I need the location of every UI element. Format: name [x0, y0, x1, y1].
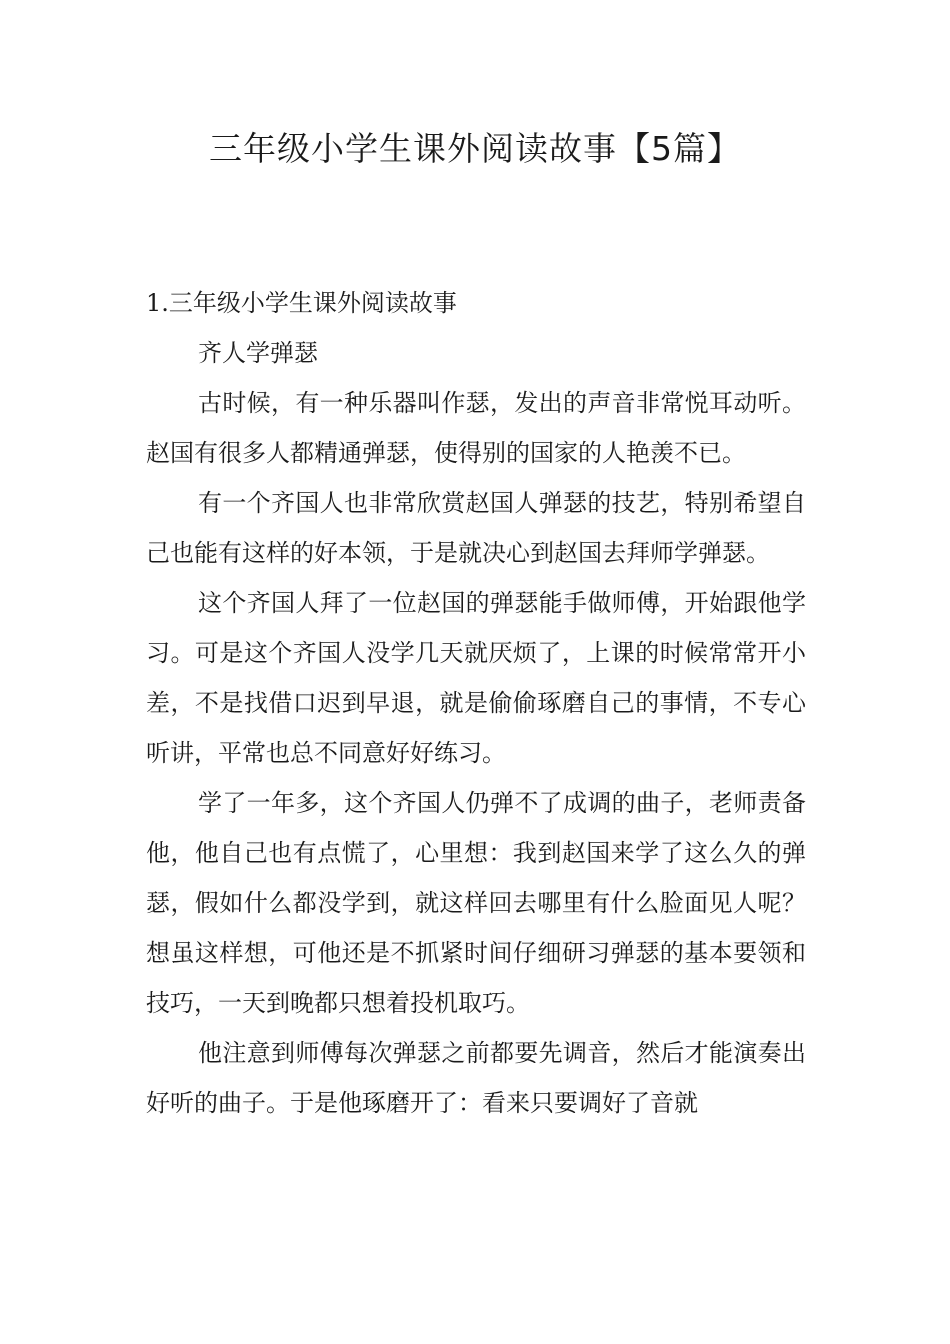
paragraph: 有一个齐国人也非常欣赏赵国人弹瑟的技艺，特别希望自己也能有这样的好本领，于是就决心到赵国去拜师学弹瑟。: [146, 489, 806, 567]
document-body: [146, 278, 806, 1128]
document-title: 三年级小学生课外阅读故事【5篇】: [209, 129, 741, 168]
paragraph: 古时候，有一种乐器叫作瑟，发出的声音非常悦耳动听。赵国有很多人都精通弹瑟，使得别的国家的人艳羡不已。: [146, 389, 806, 467]
paragraph: 学了一年多，这个齐国人仍弹不了成调的曲子，老师责备他，他自己也有点慌了，心里想：我到赵国来学了这么久的弹瑟，假如什么都没学到，就这样回去哪里有什么脸面见人呢？想虽这样想，可他还是不抓紧时间仔细研习弹瑟的基本要领和技巧，一天到晚都只想着投机取巧。: [146, 789, 806, 1017]
section-heading: 1.三年级小学生课外阅读故事: [146, 289, 457, 317]
paragraph: 他注意到师傅每次弹瑟之前都要先调音，然后才能演奏出好听的曲子。于是他琢磨开了：看来只要调好了音就: [146, 1039, 806, 1117]
story-title: 齐人学弹瑟: [198, 339, 318, 367]
paragraph: 这个齐国人拜了一位赵国的弹瑟能手做师傅，开始跟他学习。可是这个齐国人没学几天就厌烦了，上课的时候常常开小差，不是找借口迟到早退，就是偷偷琢磨自己的事情，不专心听讲，平常也总不同意好好练习。: [146, 589, 806, 767]
